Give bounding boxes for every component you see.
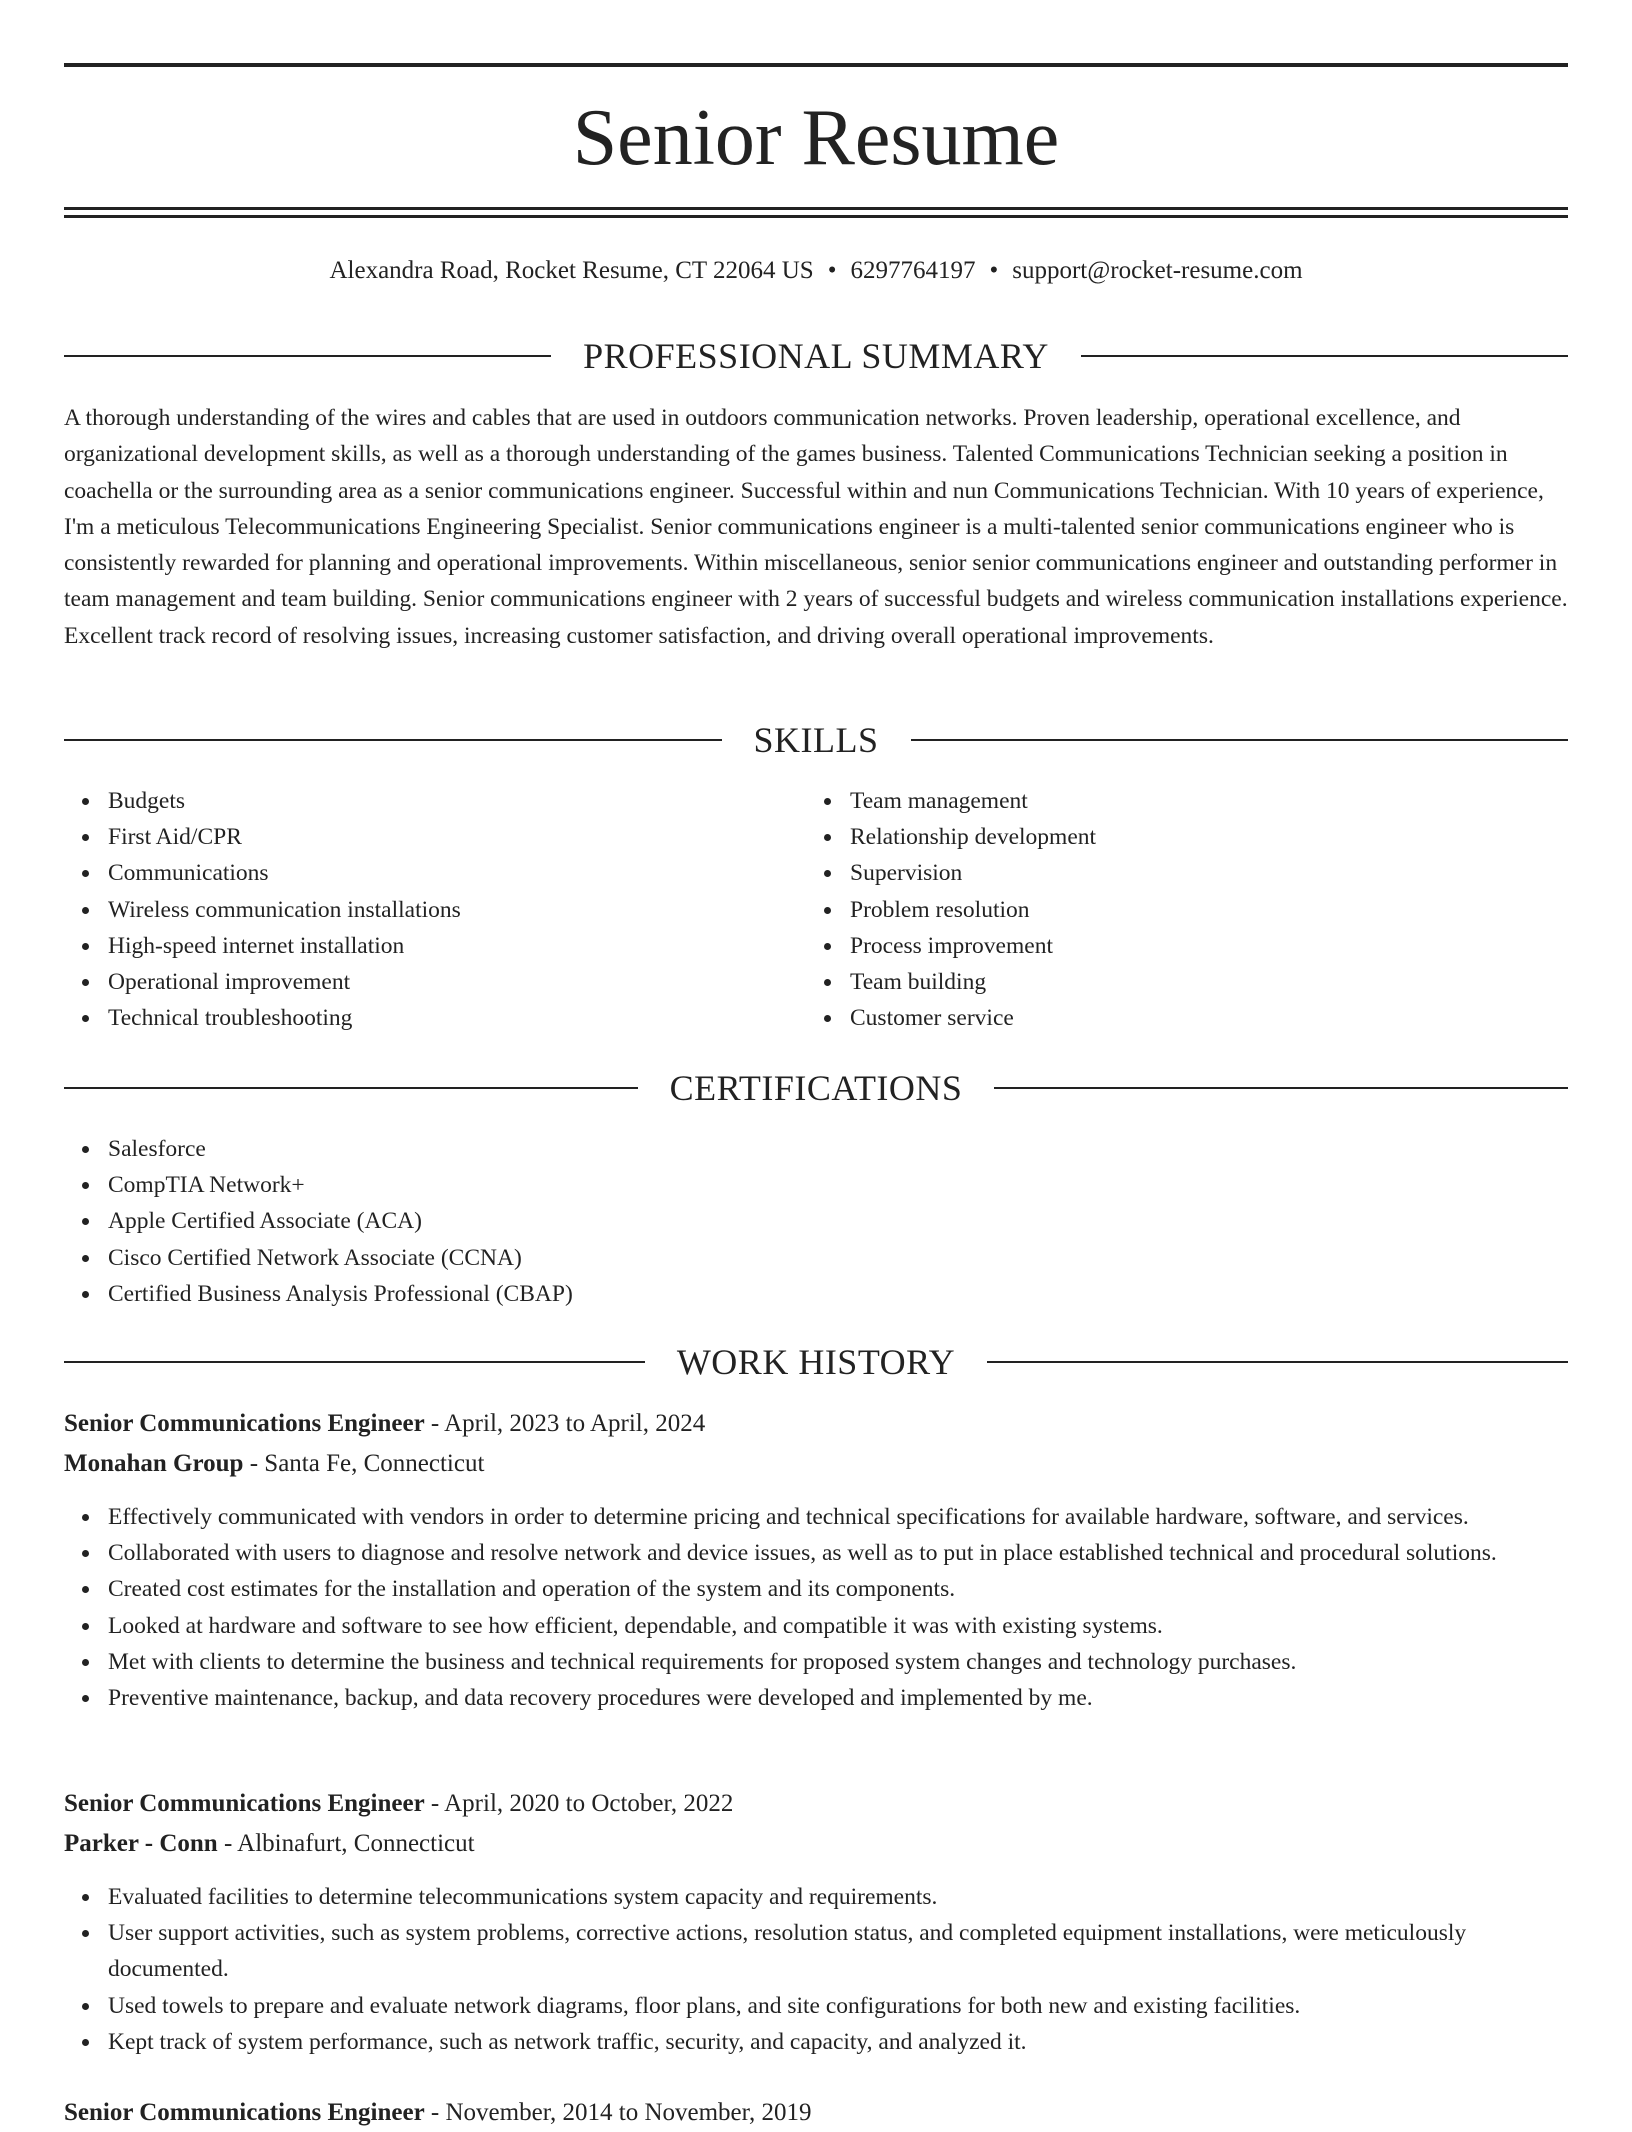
section-rule-right [994,1087,1568,1089]
job-location: - Santa Fe, Connecticut [243,1450,485,1477]
summary-text: A thorough understanding of the wires and cables that are used in outdoors communication networks. Proven leadership, operational excellence, and organizational development skills, as well as a thorough understanding of the games business. Talented Communications Technician seeking a position in coachella or the surrounding area as a senior communications engineer. Successful within and nun Communications Technician. With 10 years of experience, I'm a meticulous Telecommunications Engineering Specialist. Senior communications engineer is a multi-talented senior communications engineer who is consistently rewarded for planning and operational improvements. Within miscellaneous, senior senior communications engineer and outstanding performer in team management and team building. Senior communications engineer with 2 years of successful budgets and wireless communication installations experience. Excellent track record of resolving issues, increasing customer satisfaction, and driving overall operational improvements. [64,405,1568,649]
section-title-summary: PROFESSIONAL SUMMARY [583,336,1049,376]
contact-phone: 6297764197 [850,257,976,284]
header-double-rule-lower [64,215,1568,218]
contact-separator: • [989,257,999,284]
header-double-rule-upper [64,207,1568,210]
job-role: Senior Communications Engineer [64,2099,425,2126]
section-rule-left [64,1361,645,1363]
job-location: - Albinafurt, Connecticut [217,1830,475,1857]
skill-item: Technical troubleshooting [108,1000,764,1036]
skill-item: Operational improvement [108,964,764,1000]
job-dates: - November, 2014 to November, 2019 [424,2099,812,2126]
skill-item: Problem resolution [850,892,1506,928]
section-rule-left [64,739,722,741]
skill-item: Communications [108,855,764,891]
job-company-line [64,1445,1568,1483]
section-rule-left [64,355,551,357]
section-rule-left [64,1087,638,1089]
job-bullets [64,1499,1568,1716]
skill-item: Customer service [850,1000,1506,1036]
skill-item: Team management [850,783,1506,819]
skill-item: Process improvement [850,928,1506,964]
job-company: Monahan Group [64,1450,244,1477]
certification-item: CompTIA Network+ [108,1167,1264,1203]
job-bullet: Collaborated with users to diagnose and resolve network and device issues, as well as to put in place established technical and procedural solutions. [108,1535,1568,1571]
job-bullet: Created cost estimates for the installation and operation of the system and its components. [108,1571,1568,1607]
skills-column-right [806,783,1506,1036]
section-rule-right [911,739,1569,741]
skill-item: Team building [850,964,1506,1000]
job-role-line [64,2094,1568,2132]
job-bullet: Kept track of system performance, such as network traffic, security, and capacity, and analyzed it. [108,2024,1568,2060]
contact-line [64,253,1568,289]
job-bullet: Used towels to prepare and evaluate network diagrams, floor plans, and site configurations for both new and existing facilities. [108,1988,1568,2024]
section-header-skills [64,718,1568,762]
job-bullet: Preventive maintenance, backup, and data recovery procedures were developed and implemented by me. [108,1680,1568,1716]
certifications-list [64,1131,1264,1312]
skill-item: First Aid/CPR [108,819,764,855]
job-company-line [64,1825,1568,1863]
section-title-work-history: WORK HISTORY [676,1342,956,1382]
section-header-certifications [64,1066,1568,1110]
job-bullet: User support activities, such as system problems, corrective actions, resolution status, and completed equipment installations, were meticulously documented. [108,1915,1568,1987]
skill-item: Supervision [850,855,1506,891]
section-rule-right [987,1361,1568,1363]
header-top-rule [64,63,1568,67]
contact-email: support@rocket-resume.com [1012,257,1303,284]
section-header-summary [64,334,1568,378]
job-bullet: Looked at hardware and software to see how efficient, dependable, and compatible it was with existing systems. [108,1608,1568,1644]
job-company: Parker - Conn [64,1830,218,1857]
skill-item: Relationship development [850,819,1506,855]
job-role: Senior Communications Engineer [64,1790,425,1817]
job-bullets [64,1879,1568,2060]
skill-item: Budgets [108,783,764,819]
skill-item: High-speed internet installation [108,928,764,964]
job-role: Senior Communications Engineer [64,1410,425,1437]
job-dates: - April, 2020 to October, 2022 [424,1790,734,1817]
section-header-work-history [64,1340,1568,1384]
job-bullet: Effectively communicated with vendors in order to determine pricing and technical specifications for available hardware, software, and services. [108,1499,1568,1535]
resume-name: Senior Resume [572,94,1060,182]
job-role-line [64,1405,1568,1443]
certification-item: Salesforce [108,1131,1264,1167]
job-dates: - April, 2023 to April, 2024 [424,1410,706,1437]
section-rule-right [1081,355,1568,357]
certification-item: Cisco Certified Network Associate (CCNA) [108,1240,1264,1276]
skills-column-left [64,783,764,1036]
certification-item: Certified Business Analysis Professional (CBAP) [108,1276,1264,1312]
job-bullet: Met with clients to determine the business and technical requirements for proposed system changes and technology purchases. [108,1644,1568,1680]
job-bullet: Evaluated facilities to determine telecommunications system capacity and requirements. [108,1879,1568,1915]
section-title-certifications: CERTIFICATIONS [669,1068,963,1108]
certification-item: Apple Certified Associate (ACA) [108,1203,1264,1239]
contact-address: Alexandra Road, Rocket Resume, CT 22064 US [329,257,814,284]
section-title-skills: SKILLS [753,720,879,760]
skill-item: Wireless communication installations [108,892,764,928]
contact-separator: • [827,257,837,284]
job-role-line [64,1785,1568,1823]
